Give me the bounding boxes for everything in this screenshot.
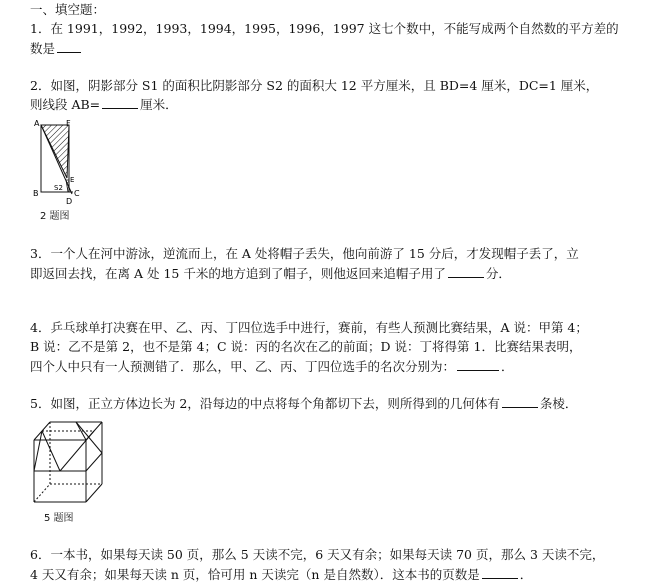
- q5-line1-text: 5．如图，正立方体边长为 2，沿每边的中点将每个角都切下去，则所得到的几何体有: [30, 396, 500, 411]
- q4-answer-blank: [457, 358, 499, 371]
- q6-line2: [30, 566, 532, 583]
- q6-line2-suffix: ．: [519, 567, 533, 582]
- q2-line2-suffix: 厘米．: [140, 97, 178, 112]
- q3-line2-suffix: 分．: [485, 266, 511, 281]
- q1-answer-blank: [57, 40, 81, 53]
- q4-line1: 4．乒乓球单打决赛在甲、乙、丙、丁四位选手中进行，赛前，有些人预测比赛结果，A 说：甲第 4；: [30, 320, 588, 335]
- section-title: 一、填空题：: [30, 2, 106, 17]
- shaded-region-s2: [66, 180, 69, 192]
- q5-cube-figure: [30, 418, 110, 506]
- q3-line2: [30, 265, 511, 282]
- label-d: D: [66, 197, 73, 206]
- q4-line3: [30, 358, 514, 375]
- q5-answer-blank: [502, 395, 538, 408]
- q1-line2: [30, 40, 83, 57]
- q2-caption: 2 题图: [40, 211, 70, 222]
- q3-answer-blank: [448, 265, 484, 278]
- q1-line2-text: 数是: [30, 41, 56, 56]
- q2-line2-text: 则线段 AB=: [30, 97, 101, 112]
- label-f: F: [66, 119, 71, 128]
- q5-line1: [30, 395, 577, 412]
- label-e: E: [70, 176, 75, 184]
- q5-line1-suffix: 条棱．: [539, 396, 578, 411]
- q2-answer-blank: [102, 96, 138, 109]
- q4-line3-suffix: ．: [501, 359, 514, 374]
- q5-caption: 5 题图: [44, 513, 74, 524]
- label-a: A: [34, 119, 40, 128]
- q6-answer-blank: [482, 566, 518, 579]
- q6-line2-text: 4 天又有余；如果每天读 n 页，恰可用 n 天读完（n 是自然数）．这本书的页数是: [30, 567, 480, 582]
- q3-line2-text: 即返回去找，在离 A 处 15 千米的地方追到了帽子，则他返回来追帽子用了: [30, 266, 446, 281]
- label-b: B: [33, 189, 39, 198]
- q2-figure: [32, 116, 92, 206]
- shaded-region-s1: [41, 125, 69, 178]
- q2-line1: 2．如图，阴影部分 S1 的面积比阴影部分 S2 的面积大 12 平方厘米，且 BD=4 厘米，DC=1 厘米，: [30, 78, 599, 93]
- q3-line1: 3．一个人在河中游泳，逆流而上，在 A 处将帽子丢失，他向前游了 15 分后，才发现帽子丢了，立: [30, 246, 579, 261]
- label-s2: S2: [54, 184, 63, 192]
- q4-line2: B 说：乙不是第 2，也不是第 4；C 说：丙的名次在乙的前面；D 说：丁将得第 1．比赛结果表明，: [30, 339, 582, 354]
- q6-line1: 6．一本书，如果每天读 50 页，那么 5 天读不完，6 天又有余；如果每天读 70 页，那么 3 天读不完，: [30, 547, 605, 562]
- q2-line2: [30, 96, 178, 113]
- q1-line1: 1．在 1991，1992，1993，1994，1995，1996，1997 这七个数中，不能写成两个自然数的平方差的: [30, 21, 619, 36]
- q4-line3-text: 四个人中只有一人预测错了．那么，甲、乙、丙、丁四位选手的名次分别为：: [30, 359, 456, 374]
- label-c: C: [74, 189, 80, 198]
